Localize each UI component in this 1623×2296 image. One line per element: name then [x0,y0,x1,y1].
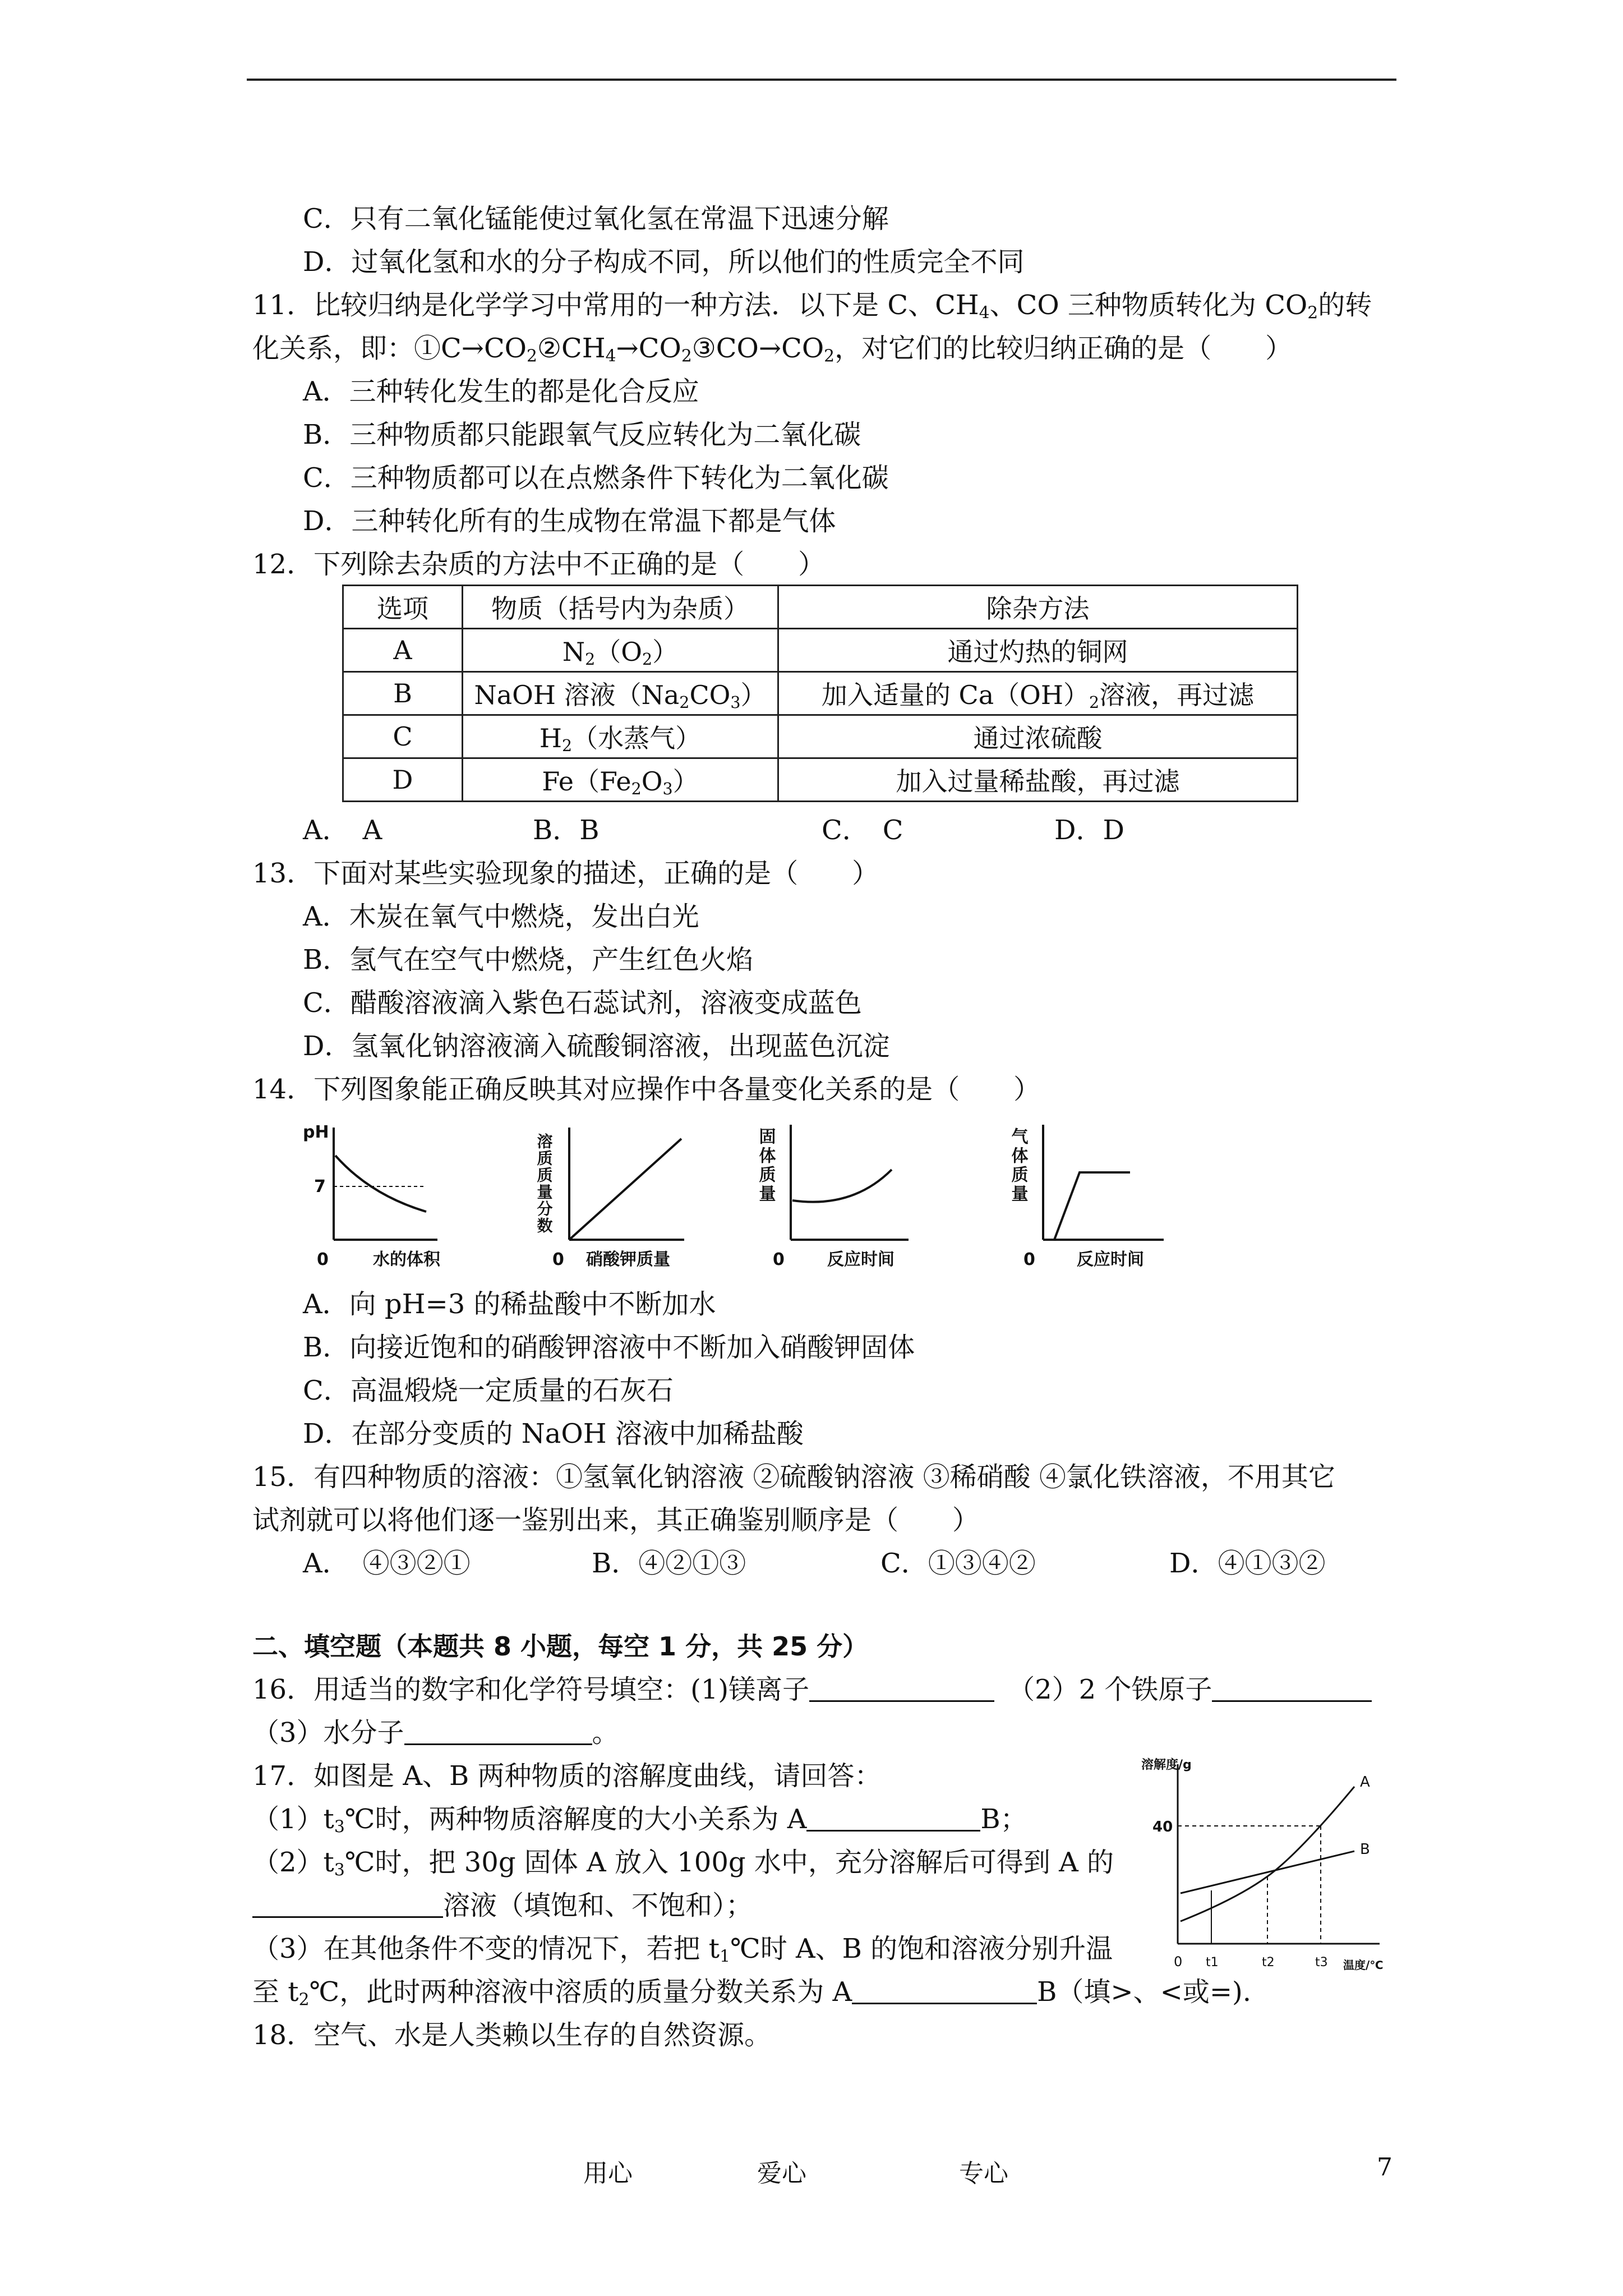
chart-tick-40: 40 [1152,1819,1173,1835]
q14-graph-1 [303,1122,441,1269]
graph-origin: 0 [552,1250,564,1269]
q12-choice-d: D．D [1054,815,1124,846]
chart-tick-t3: t3 [1315,1955,1328,1970]
graph-x-label: 硝酸钾质量 [586,1250,670,1269]
table-row [343,715,1298,758]
table-cell-substance: NaOH 溶液$(Na_2CO_3)$ [463,672,778,715]
q17-part2: $(2)t_3℃$时，把 30g 固体 A 放入 100g 水中，充分溶解后可得到 A 的 [252,1847,1114,1880]
chart-y-label: 溶解度/g [1141,1758,1192,1772]
q14-option-b: B．向接近饱和的硝酸钾溶液中不断加入硝酸钾固体 [303,1332,915,1363]
q17-part3: （3）在其他条件不变的情况下，若把 $t_1℃$时 A、B 的饱和溶液分别升温 [252,1933,1113,1967]
table-header-cell: 除杂方法 [778,586,1298,629]
q12-choice-b: B．B [533,815,600,846]
table-row [343,629,1298,672]
graph-tick: 7 [314,1177,326,1197]
table-cell-method: 加入适量的 $Ca(OH)_2$溶液，再过滤 [778,672,1298,715]
graph-origin: 0 [773,1250,785,1269]
q12-choice-a: A． A [303,815,382,846]
q17-part1: $(1)t_3℃$时，两种物质溶解度的大小关系为 A B； [252,1803,1027,1837]
table-header-cell: 物质（括号内为杂质） [463,586,778,629]
q14-option-c: C．高温煅烧一定质量的石灰石 [303,1375,674,1406]
table-header-cell: 选项 [343,586,463,629]
graph-x-label: 反应时间 [1077,1250,1144,1269]
q12-table [342,585,1298,802]
table-cell-substance: $N_2(O_2)$ [463,629,778,672]
q15-choice-c: C．①③④② [880,1548,1036,1579]
q17-part3-cont: 至 $t_2℃$，此时两种溶液中溶质的质量分数关系为 A B（填>、<或=). [252,1976,1252,2010]
q14-option-d: D．在部分变质的 NaOH 溶液中加稀盐酸 [303,1418,804,1450]
q14-graph-2 [535,1128,685,1269]
q10-option-c: C．只有二氧化锰能使过氧化氢在常温下迅速分解 [303,203,889,234]
q16-line2: （3）水分子 。 [252,1717,619,1749]
graph-y-label: 溶质质量分数 [534,1133,554,1234]
q14-option-a: A．向 pH=3 的稀盐酸中不断加水 [303,1289,716,1320]
q15-stem-line2: 试剂就可以将他们逐一鉴别出来，其正确鉴别顺序是（ ） [252,1504,980,1536]
table-cell-substance: $Fe(Fe_2O_3)$ [463,758,778,802]
table-cell-option: A [343,629,463,672]
curve-label-a: A [1360,1774,1370,1791]
table-cell-method: 通过浓硫酸 [778,715,1298,758]
q11-option-d: D．三种转化所有的生成物在常温下都是气体 [303,505,836,537]
table-cell-substance: $H_2$（水蒸气） [463,715,778,758]
q14-graph-3 [756,1125,909,1269]
table-cell-method: 加入过量稀盐酸，再过滤 [778,758,1298,802]
table-cell-option: B [343,672,463,715]
q12-stem: 12．下列除去杂质的方法中不正确的是（ ） [252,549,826,580]
table-row [343,672,1298,715]
q15-choice-d: D．④①③② [1169,1548,1326,1579]
table-row [343,758,1298,802]
blank [806,1805,980,1832]
blank [809,1676,994,1702]
graph-y-label: pH [303,1122,329,1142]
q11-option-b: B．三种物质都只能跟氧气反应转化为二氧化碳 [303,419,861,450]
graph-origin: 0 [1023,1250,1035,1269]
q11-option-a: A．三种转化发生的都是化合反应 [303,376,699,407]
q14-stem: 14．下列图象能正确反映其对应操作中各量变化关系的是（ ） [252,1074,1041,1105]
q18-stem: 18．空气、水是人类赖以生存的自然资源。 [252,2019,772,2051]
q15-choice-a: A． ④③②① [303,1548,471,1579]
blank [852,1978,1037,2004]
blank [1212,1676,1372,1702]
graph-x-label: 反应时间 [827,1250,895,1269]
footer-text-2: 爱心 [757,2159,806,2188]
q17-solubility-chart [1136,1753,1405,1977]
q17-stem: 17．如图是 A、B 两种物质的溶解度曲线，请回答： [252,1760,882,1792]
q11-stem-line2: 化关系，即：$①C\to CO_2②CH_4\to CO_2③CO\to CO_2$，对它们的比较归纳正确的是（ ） [252,333,1293,366]
q13-option-c: C．醋酸溶液滴入紫色石蕊试剂，溶液变成蓝色 [303,987,862,1019]
table-header-row [343,586,1298,629]
table-cell-option: D [343,758,463,802]
footer-text-1: 用心 [583,2159,633,2188]
q12-choice-c: C． C [822,815,903,846]
page-number: 7 [1377,2153,1393,2182]
q14-graph-4 [1008,1125,1164,1269]
q13-option-b: B．氢气在空气中燃烧，产生红色火焰 [303,944,754,976]
graph-y-label: 气体质量 [1008,1128,1028,1204]
q13-option-a: A．木炭在氧气中燃烧，发出白光 [303,901,699,932]
q16-line1: 16．用适当的数字和化学符号填空：(1)镁离子 （2）2 个铁原子 [252,1673,1372,1706]
q17-part2-cont: 溶液（填饱和、不饱和）； [252,1889,753,1922]
q15-choice-b: B．④②①③ [592,1548,746,1579]
chart-x-label: 温度/℃ [1343,1958,1384,1972]
footer-text-3: 专心 [959,2159,1008,2188]
q10-option-d: D．过氧化氢和水的分子构成不同，所以他们的性质完全不同 [303,246,1025,278]
blank [404,1719,592,1745]
blank [252,1892,443,1918]
section-title: 二、填空题（本题共 8 小题，每空 1 分，共 25 分） [252,1631,869,1662]
q15-stem-line1: 15．有四种物质的溶液：①氢氧化钠溶液 ②硫酸钠溶液 ③稀硝酸 ④氯化铁溶液，不用其它 [252,1461,1335,1493]
q13-stem: 13．下面对某些实验现象的描述，正确的是（ ） [252,858,879,889]
q11-stem-line1: 11．比较归纳是化学学习中常用的一种方法．以下是 C、$CH_4$、CO 三种物质转化为 $CO_2$的转 [252,289,1372,323]
q11-option-c: C．三种物质都可以在点燃条件下转化为二氧化碳 [303,462,889,494]
chart-tick-t1: t1 [1206,1955,1219,1970]
q14-graphs [303,1116,1178,1279]
graph-origin: 0 [317,1250,329,1269]
table-cell-option: C [343,715,463,758]
graph-y-label: 固体质量 [755,1128,776,1204]
chart-origin: 0 [1174,1954,1183,1970]
q13-option-d: D．氢氧化钠溶液滴入硫酸铜溶液，出现蓝色沉淀 [303,1030,890,1062]
graph-x-label: 水的体积 [373,1250,440,1269]
chart-tick-t2: t2 [1262,1955,1275,1970]
table-cell-method: 通过灼热的铜网 [778,629,1298,672]
curve-label-b: B [1360,1841,1370,1858]
header-rule [247,79,1396,81]
